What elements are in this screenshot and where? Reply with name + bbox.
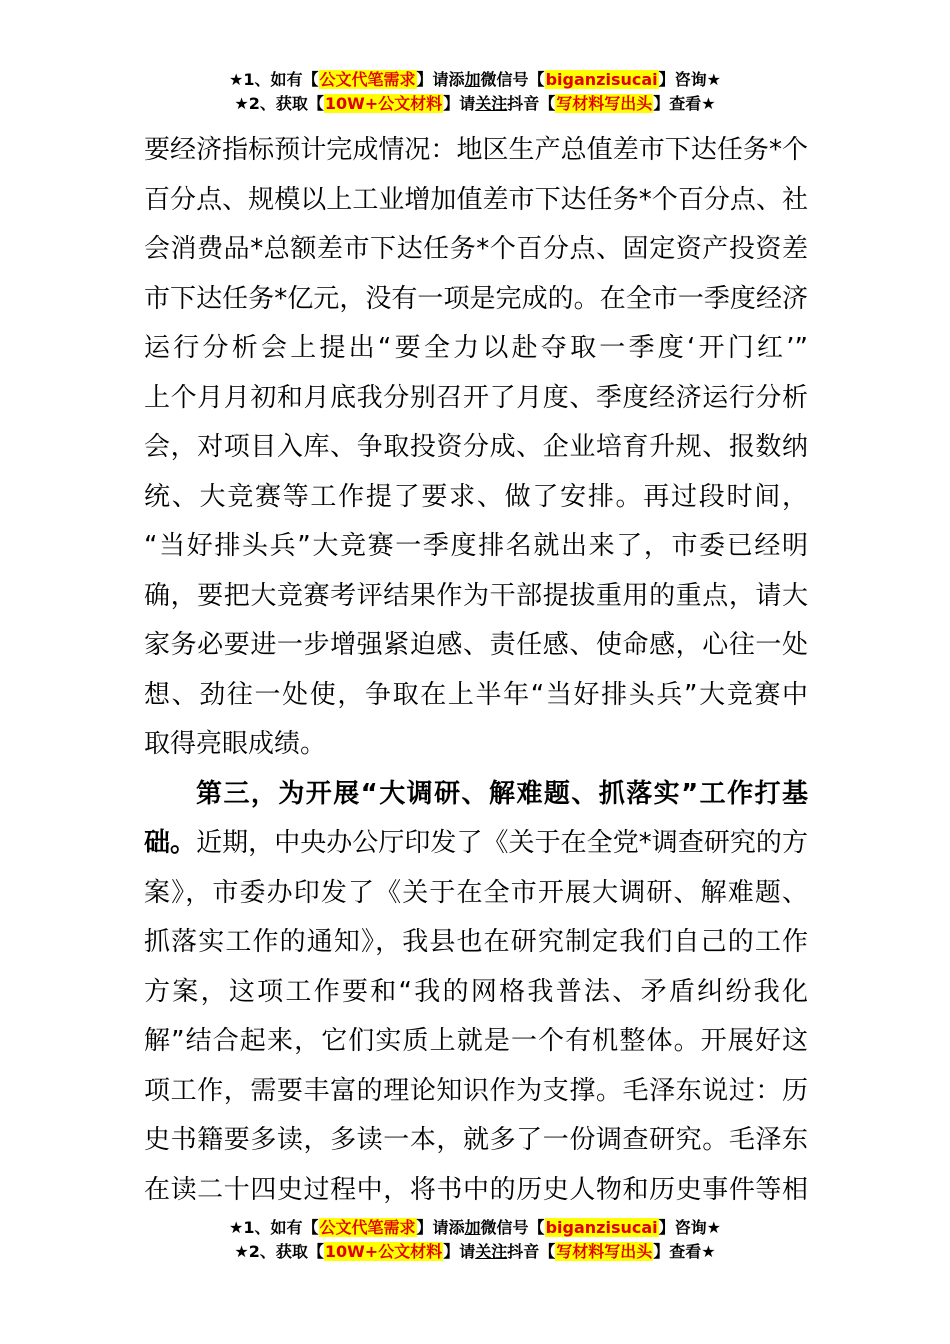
promo-line-2: ★2、获取【10W+公文材料】请关注抖音【写材料写出头】查看★ xyxy=(234,1242,716,1261)
highlight-materials: 10W+公文材料 xyxy=(324,1242,443,1261)
body-line: “当好排头兵”大竞赛一季度排名就出来了，市委已经明 xyxy=(144,531,808,561)
section-heading: 第三，为开展“大调研、解难题、抓落实”工作打基 xyxy=(196,778,808,809)
body-line: 会，对项目入库、争取投资分成、企业培育升规、报数纳 xyxy=(144,432,808,462)
body-line: 在读二十四史过程中，将书中的历史人物和历史事件等相 xyxy=(144,1174,808,1205)
highlight-materials: 10W+公文材料 xyxy=(324,94,443,113)
body-line: 解”结合起来，它们实质上就是一个有机整体。开展好这 xyxy=(144,1026,808,1056)
body-line: 取得亮眼成绩。 xyxy=(144,729,327,759)
promo-line-1: ★1、如有【公文代笔需求】请添加微信号【biganzisucai】咨询★ xyxy=(229,70,721,89)
highlight-service: 公文代笔需求 xyxy=(319,70,416,89)
body-line: 百分点、规模以上工业增加值差市下达任务*个百分点、社 xyxy=(144,184,808,215)
promo-line-2: ★2、获取【10W+公文材料】请关注抖音【写材料写出头】查看★ xyxy=(234,94,716,113)
body-line: 史书籍要多读，多读一本，就多了一份调查研究。毛泽东 xyxy=(144,1125,808,1155)
body-line: 础。近期，中央办公厅印发了《关于在全党*调查研究的方 xyxy=(144,828,808,858)
body-line: 运行分析会上提出“要全力以赴夺取一季度‘开门红’” xyxy=(144,333,808,363)
body-line: 案》，市委办印发了《关于在全市开展大调研、解难题、 xyxy=(144,877,808,908)
body-line: 抓落实工作的通知》，我县也在研究制定我们自己的工作 xyxy=(144,927,808,957)
promo-banner-bottom xyxy=(0,1216,950,1264)
promo-banner-top xyxy=(0,68,950,116)
highlight-wechat-id: biganzisucai xyxy=(545,70,658,89)
section-heading-end: 础。 xyxy=(144,828,197,858)
body-line: 市下达任务*亿元，没有一项是完成的。在全市一季度经济 xyxy=(144,283,808,314)
body-line: 家务必要进一步增强紧迫感、责任感、使命感，心往一处 xyxy=(144,630,808,660)
body-line: 要经济指标预计完成情况：地区生产总值差市下达任务*个 xyxy=(144,135,808,165)
body-line: 会消费品*总额差市下达任务*个百分点、固定资产投资差 xyxy=(144,234,808,264)
body-line: 项工作，需要丰富的理论知识作为支撑。毛泽东说过：历 xyxy=(144,1075,808,1106)
highlight-douyin: 写材料写出头 xyxy=(556,1242,653,1261)
body-line: 上个月月初和月底我分别召开了月度、季度经济运行分析 xyxy=(144,382,808,413)
promo-line-1: ★1、如有【公文代笔需求】请添加微信号【biganzisucai】咨询★ xyxy=(229,1218,721,1237)
body-line: 想、劲往一处使，争取在上半年“当好排头兵”大竞赛中 xyxy=(144,679,808,710)
document-body xyxy=(144,126,808,1215)
body-line: 统、大竞赛等工作提了要求、做了安排。再过段时间， xyxy=(144,481,808,512)
body-line: 方案，这项工作要和“我的网格我普法、矛盾纠纷我化 xyxy=(144,976,808,1007)
highlight-douyin: 写材料写出头 xyxy=(556,94,653,113)
highlight-wechat-id: biganzisucai xyxy=(545,1218,658,1237)
highlight-service: 公文代笔需求 xyxy=(319,1218,416,1237)
body-line: 确，要把大竞赛考评结果作为干部提拔重用的重点，请大 xyxy=(144,580,808,611)
